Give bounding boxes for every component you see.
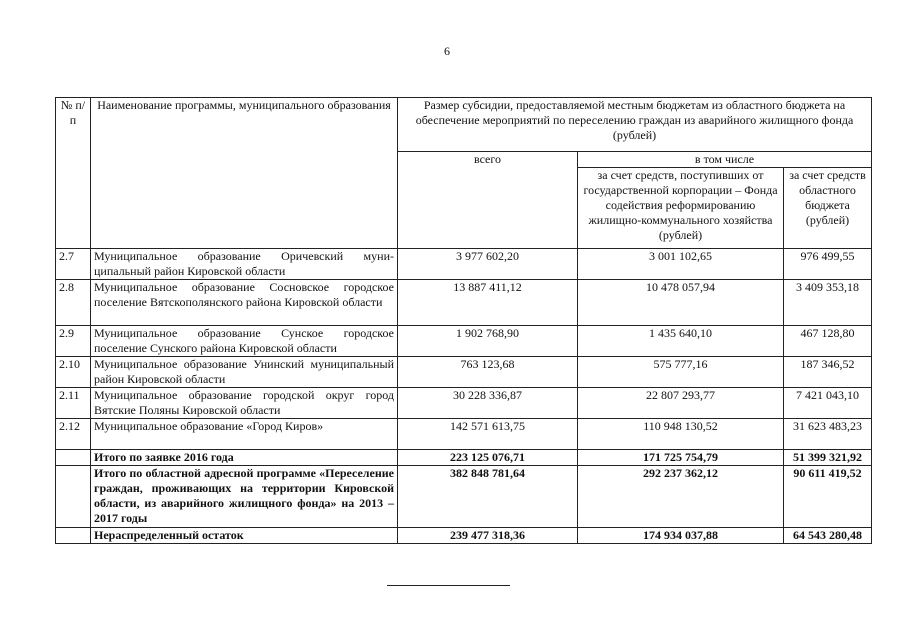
row-name: Муниципальное образование Сунское городское поселение Сунского района Кировской области <box>91 326 398 357</box>
page-number: 6 <box>444 44 450 58</box>
row-total: 142 571 613,75 <box>398 419 578 450</box>
table-row <box>56 419 872 450</box>
table-row <box>56 280 872 326</box>
total-total: 223 125 076,71 <box>398 450 578 466</box>
total-name: Итого по областной адресной программе «Переселение граждан, проживающих на территории Кировской области, из аварийного жилищного фонда» на 2013 – 2017 годы <box>91 466 398 528</box>
row-number: 2.8 <box>56 280 91 326</box>
total-row <box>56 450 872 466</box>
total-row <box>56 466 872 528</box>
total-regional: 64 543 280,48 <box>784 528 872 544</box>
row-number: 2.10 <box>56 357 91 388</box>
header-num: № п/п <box>56 98 91 249</box>
total-number <box>56 466 91 528</box>
total-total: 382 848 781,64 <box>398 466 578 528</box>
row-fund: 3 001 102,65 <box>578 249 784 280</box>
row-fund: 10 478 057,94 <box>578 280 784 326</box>
row-name: Муниципальное образование Оричевский муниципальный район Кировской области <box>91 249 398 280</box>
row-number: 2.9 <box>56 326 91 357</box>
total-name: Нераспределенный остаток <box>91 528 398 544</box>
total-number <box>56 528 91 544</box>
total-number <box>56 450 91 466</box>
row-regional: 467 128,80 <box>784 326 872 357</box>
header-including: в том числе <box>578 152 872 168</box>
bottom-rule <box>387 585 510 586</box>
header-name: Наименование программы, муниципального образования <box>91 98 398 249</box>
total-fund: 292 237 362,12 <box>578 466 784 528</box>
total-regional: 90 611 419,52 <box>784 466 872 528</box>
row-total: 3 977 602,20 <box>398 249 578 280</box>
row-name: Муниципальное образование Сосновское городское поселение Вятскополянского района Кировской области <box>91 280 398 326</box>
row-regional: 7 421 043,10 <box>784 388 872 419</box>
table-row <box>56 388 872 419</box>
header-row <box>56 98 872 152</box>
row-name: Муниципальное образование Унинский муниципальный район Кировской области <box>91 357 398 388</box>
table-row <box>56 357 872 388</box>
row-fund: 1 435 640,10 <box>578 326 784 357</box>
total-total: 239 477 318,36 <box>398 528 578 544</box>
row-total: 1 902 768,90 <box>398 326 578 357</box>
row-total: 30 228 336,87 <box>398 388 578 419</box>
total-regional: 51 399 321,92 <box>784 450 872 466</box>
table-row <box>56 326 872 357</box>
total-name: Итого по заявке 2016 года <box>91 450 398 466</box>
row-regional: 976 499,55 <box>784 249 872 280</box>
table-row <box>56 249 872 280</box>
total-row <box>56 528 872 544</box>
row-fund: 22 807 293,77 <box>578 388 784 419</box>
row-fund: 575 777,16 <box>578 357 784 388</box>
row-total: 763 123,68 <box>398 357 578 388</box>
header-fund: за счет средств, поступивших от государственной корпорации – Фонда содействия реформированию жилищно-коммунального хозяйства (рублей) <box>578 168 784 249</box>
row-number: 2.11 <box>56 388 91 419</box>
row-regional: 187 346,52 <box>784 357 872 388</box>
row-regional: 3 409 353,18 <box>784 280 872 326</box>
row-regional: 31 623 483,23 <box>784 419 872 450</box>
header-subsidy: Размер субсидии, предоставляемой местным бюджетам из областного бюджета на обеспечение мероприятий по переселению граждан из аварийного жилищного фонда (рублей) <box>398 98 872 152</box>
row-name: Муниципальное образование «Город Киров» <box>91 419 398 450</box>
row-number: 2.12 <box>56 419 91 450</box>
total-fund: 171 725 754,79 <box>578 450 784 466</box>
row-fund: 110 948 130,52 <box>578 419 784 450</box>
total-fund: 174 934 037,88 <box>578 528 784 544</box>
row-name: Муниципальное образование городской округ город Вятские Поляны Кировской области <box>91 388 398 419</box>
row-number: 2.7 <box>56 249 91 280</box>
subsidy-table <box>55 97 872 544</box>
header-regional: за счет средств областного бюджета (рублей) <box>784 168 872 249</box>
header-total: всего <box>398 152 578 249</box>
row-total: 13 887 411,12 <box>398 280 578 326</box>
